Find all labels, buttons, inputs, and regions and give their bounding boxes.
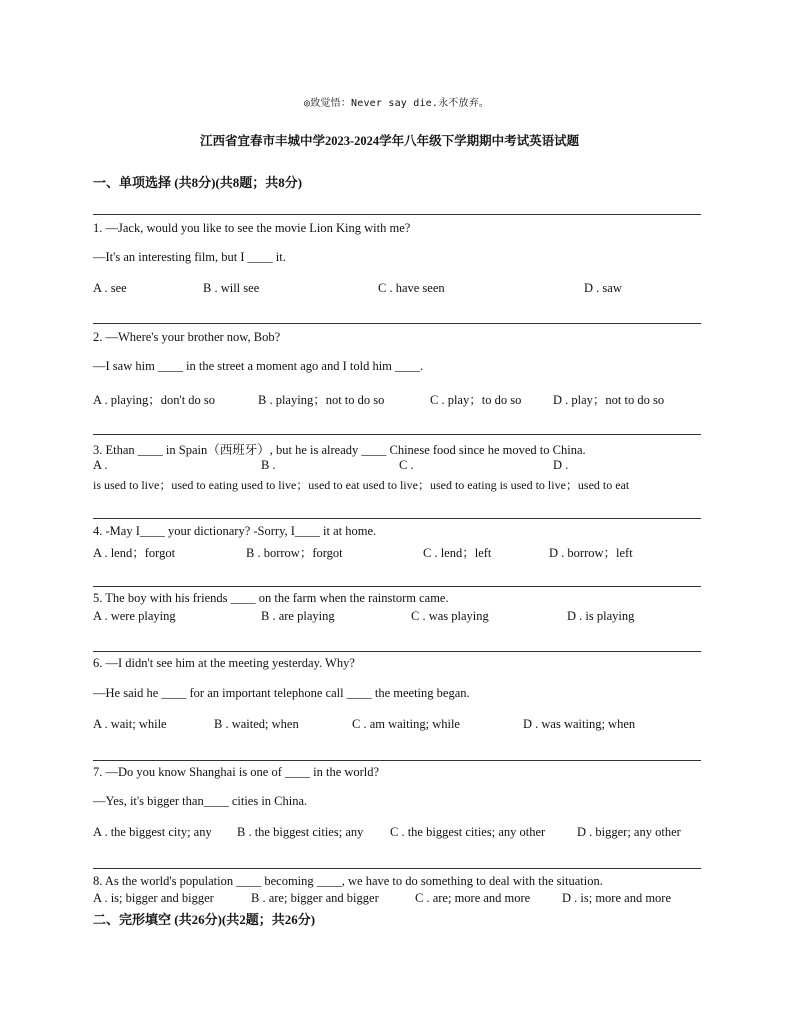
question-6-stem: 6. —I didn't see him at the meeting yesterday. Why? [93, 656, 355, 670]
question-2-option-c: C . play；to do so [430, 393, 522, 407]
question-7-line-2: —Yes, it's bigger than____ cities in China. [93, 794, 308, 808]
question-7-stem: 7. —Do you know Shanghai is one of ____ in the world? [93, 765, 380, 779]
question-2-stem: 2. —Where's your brother now, Bob? [93, 330, 281, 344]
question-3-option-d: D . [553, 458, 569, 472]
question-2-line-2: —I saw him ____ in the street a moment ago and I told him ____. [93, 359, 424, 373]
question-5-option-d: D . is playing [567, 609, 635, 623]
divider [93, 214, 701, 215]
motto: ◎致觉悟：Never say die.永不放弃。 [304, 98, 490, 109]
divider [93, 323, 701, 324]
question-6-option-b: B . waited; when [214, 717, 299, 731]
question-3-option-c: C . [399, 458, 414, 472]
question-1-option-c: C . have seen [378, 281, 445, 295]
question-7-option-b: B . the biggest cities; any [237, 825, 364, 839]
question-6-option-a: A . wait; while [93, 717, 167, 731]
divider [93, 760, 701, 761]
question-2-option-b: B . playing；not to do so [258, 393, 385, 407]
question-4-option-d: D . borrow；left [549, 546, 633, 560]
divider [93, 586, 701, 587]
question-5-option-b: B . are playing [261, 609, 335, 623]
question-6-option-c: C . am waiting; while [352, 717, 460, 731]
question-5-stem: 5. The boy with his friends ____ on the farm when the rainstorm came. [93, 591, 449, 605]
section-heading: 一、单项选择 (共8分)(共8题；共8分) [93, 175, 303, 190]
question-3-answers: is used to live；used to eating used to live；used to eat used to live；used to eating is used to live；used to eat [93, 478, 630, 492]
question-1-option-a: A . see [93, 281, 127, 295]
question-4-stem: 4. -May I____ your dictionary? -Sorry, I____ it at home. [93, 524, 377, 538]
question-7-option-d: D . bigger; any other [577, 825, 681, 839]
question-4-option-c: C . lend；left [423, 546, 492, 560]
divider [93, 434, 701, 435]
question-5-option-a: A . were playing [93, 609, 176, 623]
question-2-option-a: A . playing；don't do so [93, 393, 216, 407]
question-1-option-b: B . will see [203, 281, 260, 295]
question-3-option-b: B . [261, 458, 276, 472]
question-6-option-d: D . was waiting; when [523, 717, 636, 731]
question-8-option-a: A . is; bigger and bigger [93, 891, 214, 905]
question-8-option-b: B . are; bigger and bigger [251, 891, 379, 905]
page-title: 江西省宜春市丰城中学2023-2024学年八年级下学期期中考试英语试题 [200, 134, 580, 148]
question-7-option-a: A . the biggest city; any [93, 825, 212, 839]
question-8-option-d: D . is; more and more [562, 891, 672, 905]
question-8-option-c: C . are; more and more [415, 891, 531, 905]
question-2-option-d: D . play；not to do so [553, 393, 665, 407]
question-4-option-a: A . lend；forgot [93, 546, 176, 560]
question-5-option-c: C . was playing [411, 609, 489, 623]
divider [93, 518, 701, 519]
divider [93, 868, 701, 869]
divider [93, 651, 701, 652]
question-7-option-c: C . the biggest cities; any other [390, 825, 546, 839]
question-1-option-d: D . saw [584, 281, 622, 295]
section-heading: 二、完形填空 (共26分)(共2题；共26分) [93, 912, 316, 927]
question-3-stem: 3. Ethan ____ in Spain（西班牙）, but he is already ____ Chinese food since he moved to China. [93, 443, 586, 457]
question-1-line-2: —It's an interesting film, but I ____ it. [93, 250, 286, 264]
question-8-stem: 8. As the world's population ____ becoming ____, we have to do something to deal with the situation. [93, 874, 603, 888]
question-3-option-a: A . [93, 458, 108, 472]
question-6-line-2: —He said he ____ for an important telephone call ____ the meeting began. [93, 686, 470, 700]
question-1-stem: 1. —Jack, would you like to see the movie Lion King with me? [93, 221, 411, 235]
question-4-option-b: B . borrow；forgot [246, 546, 343, 560]
